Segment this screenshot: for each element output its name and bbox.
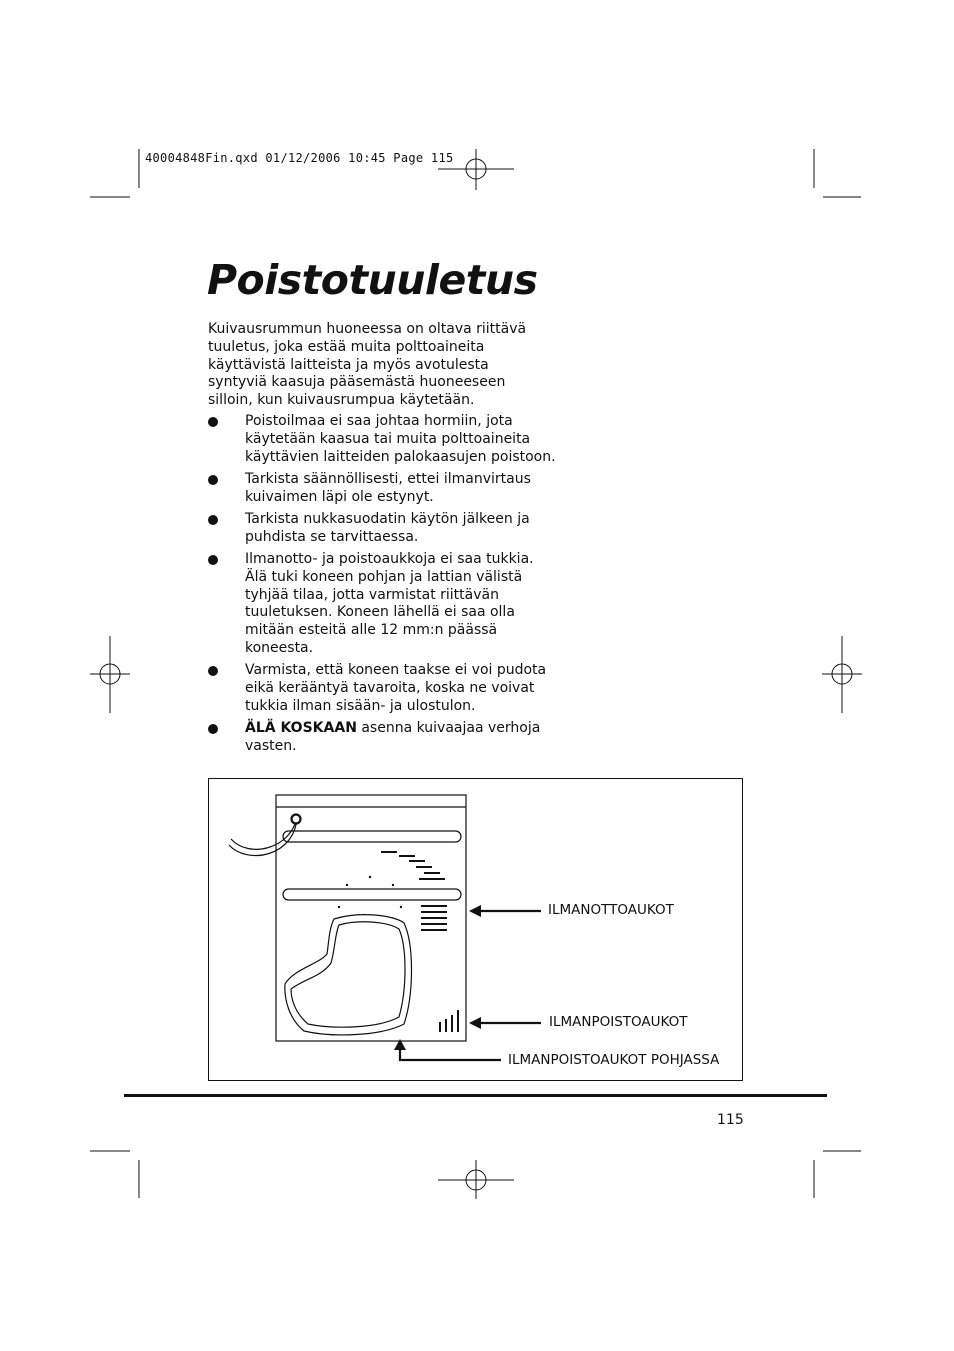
bullet-item: [208, 471, 558, 507]
bullet-text: Varmista, että koneen taakse ei voi pudota eikä kerääntyä tavaroita, koska ne voivat tukkia ilman sisään- ja ulostulon.: [245, 662, 547, 714]
bullet-item: [208, 413, 558, 466]
label-air-exhaust: ILMANPOISTOAUKOT: [549, 1014, 688, 1030]
intro-paragraph: Kuivausrummun huoneessa on oltava riittävä tuuletus, joka estää muita polttoaineita käyttävistä laitteista ja myös avotulesta syntyviä kaasuja pääsemästä huoneeseen silloin, kun kuivausrumpua käytetään.: [208, 321, 527, 409]
page-number: 115: [717, 1112, 744, 1128]
page-title: Poistotuuletus: [207, 256, 538, 304]
bullet-text: asenna kuivaajaa verhoja vasten.: [245, 720, 541, 755]
bullet-item: [208, 511, 558, 547]
bullet-text: Tarkista nukkasuodatin käytön jälkeen ja puhdista se tarvittaessa.: [245, 510, 530, 545]
print-slug: 40004848Fin.qxd 01/12/2006 10:45 Page 115: [145, 151, 454, 165]
bullet-item: [208, 551, 558, 658]
dryer-illustration: [209, 779, 744, 1082]
bullet-item: [208, 720, 558, 756]
bullet-dot-icon: [208, 475, 218, 485]
bullet-dot-icon: [208, 666, 218, 676]
bullet-bold-text: ÄLÄ KOSKAAN: [245, 720, 357, 737]
bullet-list: [208, 413, 558, 760]
label-air-exhaust-bottom: ILMANPOISTOAUKOT POHJASSA: [508, 1052, 720, 1068]
bullet-text: Ilmanotto- ja poistoaukkoja ei saa tukkia. Älä tuki koneen pohjan ja lattian välistä tyhjää tilaa, jotta varmistat riittävän tuuletuksen. Koneen lähellä ei saa olla mitään esteitä alle 12 mm:n päässä koneesta.: [245, 551, 534, 657]
label-air-intake: ILMANOTTOAUKOT: [548, 902, 674, 918]
bullet-dot-icon: [208, 724, 218, 734]
bullet-dot-icon: [208, 417, 218, 427]
bullet-text: Tarkista säännöllisesti, ettei ilmanvirtaus kuivaimen läpi ole estynyt.: [245, 470, 531, 505]
footer-rule: [124, 1094, 827, 1097]
ventilation-figure: [208, 778, 743, 1081]
bullet-item: [208, 662, 558, 715]
bullet-dot-icon: [208, 515, 218, 525]
bullet-dot-icon: [208, 555, 218, 565]
bullet-text: Poistoilmaa ei saa johtaa hormiin, jota käytetään kaasua tai muita polttoaineita käyttävien laitteiden palokaasujen poistoon.: [245, 413, 556, 465]
